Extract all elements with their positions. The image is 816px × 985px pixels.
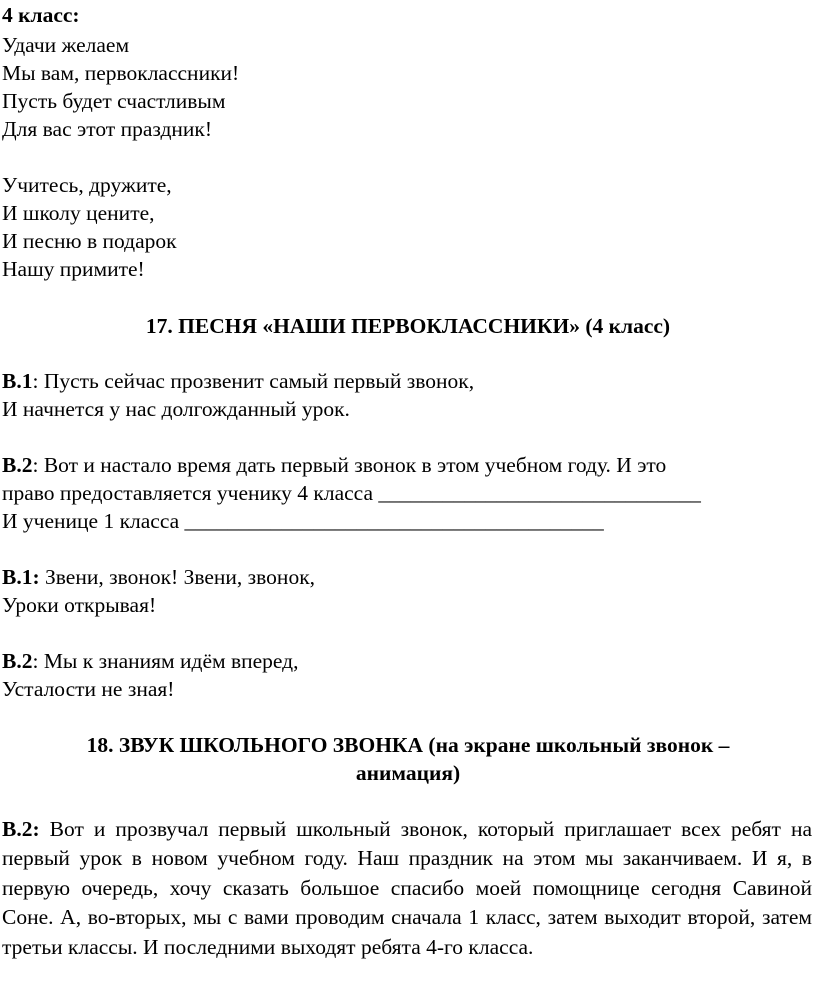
poem-line: Удачи желаем: [2, 33, 130, 57]
class-heading: 4 класс:: [2, 3, 80, 27]
line-text: : Пусть сейчас прозвенит самый первый звонок,: [32, 369, 475, 393]
speaker-label: В.2: [2, 649, 33, 673]
poem-line: Нашу примите!: [2, 257, 145, 281]
speaker-label: В.2:: [2, 817, 40, 841]
speaker-label: В.1: [2, 369, 33, 393]
poem-line: И песню в подарок: [2, 229, 177, 253]
line-text: Усталости не зная!: [2, 677, 175, 701]
line-text: И начнется у нас долгожданный урок.: [2, 397, 350, 421]
poem-line: Учитесь, дружите,: [2, 173, 172, 197]
poem-line: Пусть будет счастливым: [2, 89, 226, 113]
dialogue-line: [2, 567, 315, 589]
dialogue-line: [2, 511, 604, 533]
paragraph-text: Вот и прозвучал первый школьный звонок, который приглашает всех ребят на первый урок в новом учебном году. Наш праздник на этом мы заканчиваем. И я, в первую очередь, хочу сказать большое спасибо моей помощнице сегодня Савиной Соне. А, во-вторых, мы с вами проводим сначала 1 класс, затем выходит второй, затем третьи классы. И последними выходят ребята 4-го класса.: [2, 817, 812, 959]
speaker-label: В.1:: [2, 565, 40, 589]
line-text: Уроки открывая!: [2, 593, 157, 617]
poem-line: Для вас этот праздник!: [2, 117, 213, 141]
line-text: : Мы к знаниям идём вперед,: [32, 649, 299, 673]
dialogue-line: [2, 399, 350, 421]
dialogue-line: [2, 483, 701, 505]
line-text: : Вот и настало время дать первый звонок в этом учебном году. И это: [32, 453, 667, 477]
line-text: Звени, звонок! Звени, звонок,: [39, 565, 316, 589]
closing-paragraph: [2, 815, 812, 962]
section-18-title-line1: 18. ЗВУК ШКОЛЬНОГО ЗВОНКА (на экране школьный звонок –: [86, 733, 730, 757]
dialogue-line: [2, 595, 156, 617]
line-text: право предоставляется ученику 4 класса ______________________________: [2, 481, 701, 505]
dialogue-line: [2, 651, 299, 673]
dialogue-line: [2, 679, 174, 701]
poem-line: Мы вам, первоклассники!: [2, 61, 240, 85]
section-18-title-line2: анимация): [355, 761, 461, 785]
section-17-title: 17. ПЕСНЯ «НАШИ ПЕРВОКЛАССНИКИ» (4 класс): [145, 314, 671, 338]
line-text: И ученице 1 класса _______________________________________: [2, 509, 604, 533]
speaker-label: В.2: [2, 453, 33, 477]
poem-line: И школу цените,: [2, 201, 155, 225]
dialogue-line: [2, 455, 666, 477]
dialogue-line: [2, 371, 474, 393]
